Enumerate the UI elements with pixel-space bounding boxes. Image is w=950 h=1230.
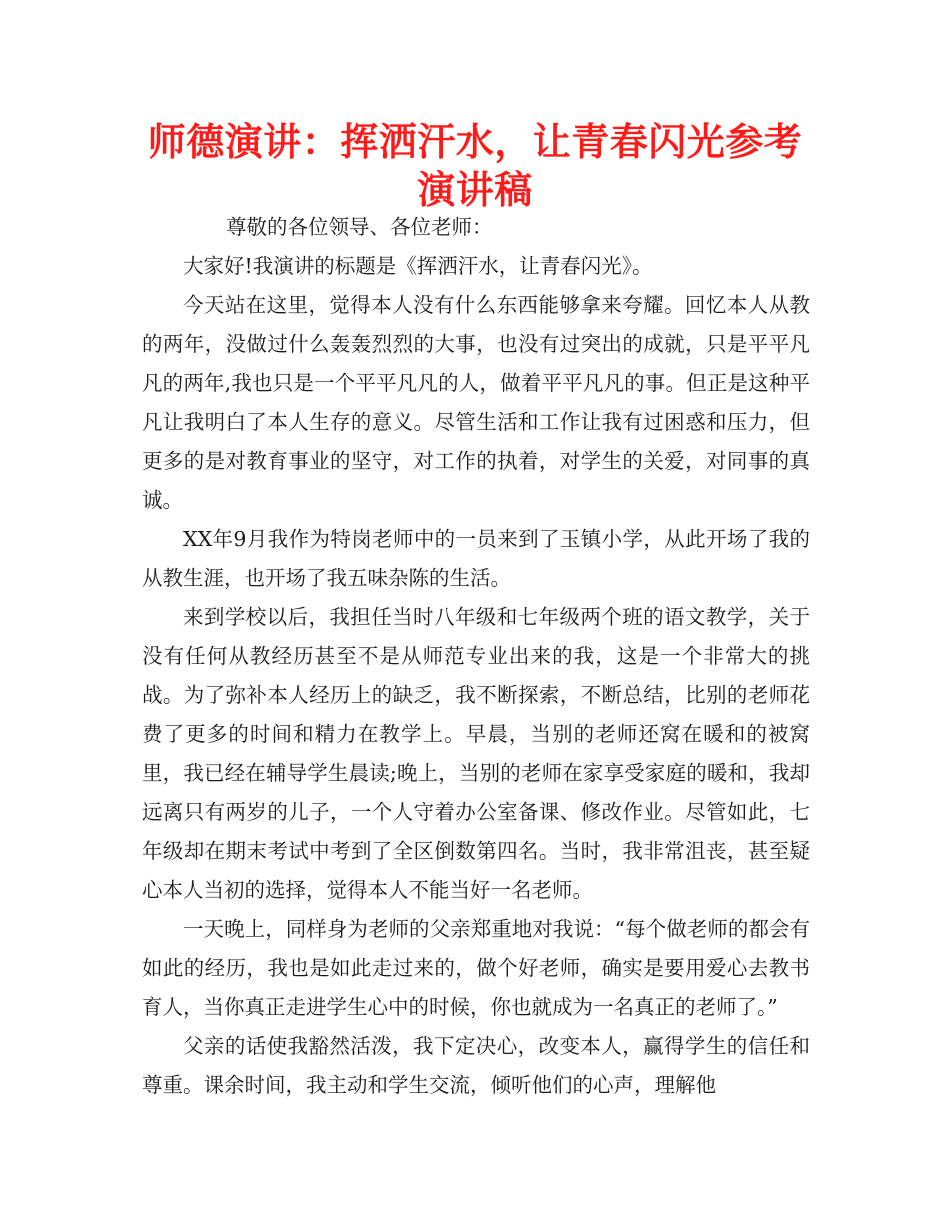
- body-paragraph: 来到学校以后，我担任当时八年级和七年级两个班的语文教学，关于没有任何从教经历甚至不是从师范专业出来的我，这是一个非常大的挑战。为了弥补本人经历上的缺乏，我不断探索，不断总结，比别的老师花费了更多的时间和精力在教学上。早晨，当别的老师还窝在暖和的被窝里，我已经在辅导学生晨读;晚上，当别的老师在家享受家庭的暖和，我却远离只有两岁的儿子，一个人守着办公室备课、修改作业。尽管如此，七年级却在期末考试中考到了全区倒数第四名。当时，我非常沮丧，甚至疑心本人当初的选择，觉得本人不能当好一名老师。: [142, 605, 810, 902]
- body-paragraph: 父亲的话使我豁然活泼，我下定决心，改变本人，赢得学生的信任和尊重。课余时间，我主动和学生交流，倾听他们的心声，理解他: [142, 1034, 810, 1097]
- body-paragraph: 一天晚上，同样身为老师的父亲郑重地对我说：“每个做老师的都会有如此的经历，我也是如此走过来的，做个好老师，确实是要用爱心去教书育人，当你真正走进学生心中的时候，你也就成为一名真正的老师了。”: [142, 917, 810, 1019]
- document-title: 师德演讲：挥洒汗水，让青春闪光参考演讲稿: [147, 120, 803, 212]
- body-paragraph: XX年9月我作为特岗老师中的一员来到了玉镇小学，从此开场了我的从教生涯，也开场了我五味杂陈的生活。: [142, 527, 810, 590]
- salutation-paragraph: 尊敬的各位领导、各位老师：: [226, 215, 493, 239]
- document-body: [142, 208, 810, 1105]
- body-paragraph: 今天站在这里，觉得本人没有什么东西能够拿来夸耀。回忆本人从教的两年，没做过什么轰轰烈烈的大事，也没有过突出的成就，只是平平凡凡的两年,我也只是一个平平凡凡的人，做着平平凡凡的事。但正是这种平凡让我明白了本人生存的意义。尽管生活和工作让我有过困惑和压力，但更多的是对教育事业的坚守，对工作的执着，对学生的关爱，对同事的真诚。: [142, 293, 810, 512]
- greeting-paragraph: 大家好!我演讲的标题是《挥洒汗水，让青春闪光》。: [183, 254, 653, 278]
